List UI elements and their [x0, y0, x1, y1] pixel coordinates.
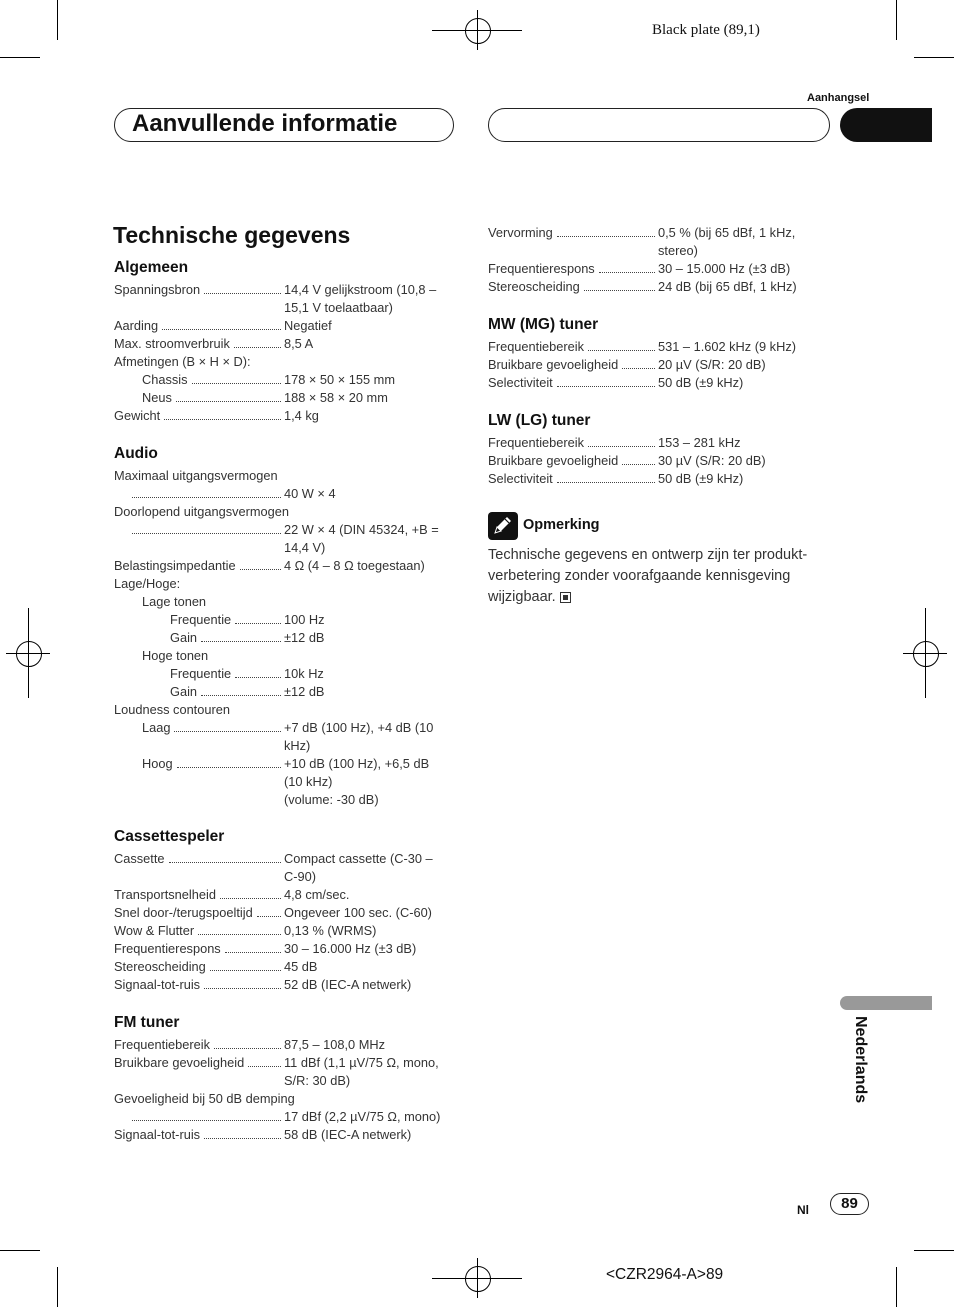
section-heading: Algemeen — [114, 259, 189, 276]
spec-row — [114, 665, 459, 683]
spec-label: Wow & Flutter — [114, 923, 195, 938]
spec-row — [114, 467, 459, 485]
spec-row — [488, 278, 833, 296]
spec-value: 4,8 cm/sec. — [284, 887, 350, 902]
section-tab — [840, 108, 932, 142]
language-code: Nl — [797, 1203, 809, 1217]
spec-row — [114, 539, 459, 557]
spec-value: 8,5 A — [284, 336, 314, 351]
spec-label: Hoge tonen — [142, 648, 209, 663]
spec-row — [114, 629, 459, 647]
spec-value: +10 dB (100 Hz), +6,5 dB — [284, 756, 430, 771]
leader-dots — [214, 1048, 281, 1049]
spec-row — [114, 755, 459, 773]
leader-dots — [557, 386, 655, 387]
spec-row — [114, 299, 459, 317]
spec-label: Vervorming — [488, 225, 553, 240]
header-title: Aanvullende informatie — [114, 108, 454, 142]
leader-dots — [584, 290, 655, 291]
spec-row — [114, 719, 459, 737]
spec-row — [114, 940, 459, 958]
spec-label: Max. stroomverbruik — [114, 336, 230, 351]
spec-row — [114, 958, 459, 976]
section-heading: LW (LG) tuner — [488, 412, 591, 429]
spec-row — [114, 335, 459, 353]
spec-label: Selectiviteit — [488, 375, 553, 390]
spec-value: +7 dB (100 Hz), +4 dB (10 — [284, 720, 434, 735]
spec-label: Maximaal uitgangsvermogen — [114, 468, 278, 483]
spec-value: 0,13 % (WRMS) — [284, 923, 377, 938]
spec-row — [114, 1090, 459, 1108]
section-heading: FM tuner — [114, 1014, 180, 1031]
spec-row — [114, 1108, 459, 1126]
leader-dots — [588, 446, 655, 447]
leader-dots — [174, 731, 281, 732]
leader-dots — [162, 329, 281, 330]
spec-value: 188 × 58 × 20 mm — [284, 390, 388, 405]
spec-label: Stereoscheiding — [114, 959, 206, 974]
note-title: Opmerking — [523, 517, 600, 533]
spec-value: 10k Hz — [284, 666, 324, 681]
spec-label: Frequentierespons — [488, 261, 595, 276]
spec-label: Frequentie — [170, 612, 232, 627]
spec-label: Doorlopend uitgangsvermogen — [114, 504, 290, 519]
spec-row — [488, 434, 833, 452]
spec-value: 100 Hz — [284, 612, 325, 627]
leader-dots — [588, 350, 655, 351]
leader-dots — [622, 368, 655, 369]
header-empty-pill — [488, 108, 830, 142]
leader-dots — [192, 383, 281, 384]
spec-value: S/R: 30 dB) — [284, 1073, 351, 1088]
spec-row — [488, 224, 833, 242]
spec-value: 30 – 16.000 Hz (±3 dB) — [284, 941, 417, 956]
spec-value: 1,4 kg — [284, 408, 319, 423]
spec-label: Cassette — [114, 851, 165, 866]
leader-dots — [177, 767, 281, 768]
spec-value: 30 µV (S/R: 20 dB) — [658, 453, 766, 468]
spec-row — [114, 575, 459, 593]
spec-label: Gevoeligheid bij 50 dB demping — [114, 1091, 295, 1106]
spec-value: 30 – 15.000 Hz (±3 dB) — [658, 261, 791, 276]
note-pencil-icon — [488, 512, 518, 540]
spec-row — [488, 470, 833, 488]
spec-label: Afmetingen (B × H × D): — [114, 354, 251, 369]
spec-row — [488, 338, 833, 356]
spec-row — [114, 647, 459, 665]
spec-label: Transportsnelheid — [114, 887, 216, 902]
spec-label: Belastingsimpedantie — [114, 558, 236, 573]
spec-value: 14,4 V gelijkstroom (10,8 – — [284, 282, 437, 297]
page-number: 89 — [830, 1193, 869, 1215]
spec-row — [114, 922, 459, 940]
spec-value: ±12 dB — [284, 630, 325, 645]
spec-value: 24 dB (bij 65 dBf, 1 kHz) — [658, 279, 797, 294]
section-heading: Cassettespeler — [114, 828, 225, 845]
spec-row — [114, 976, 459, 994]
spec-value: kHz) — [284, 738, 311, 753]
end-mark-icon — [560, 592, 571, 603]
leader-dots — [132, 533, 281, 534]
leader-dots — [198, 934, 281, 935]
spec-value: 20 µV (S/R: 20 dB) — [658, 357, 766, 372]
leader-dots — [225, 952, 281, 953]
spec-value: 4 Ω (4 – 8 Ω toegestaan) — [284, 558, 425, 573]
leader-dots — [235, 677, 281, 678]
spec-value: 178 × 50 × 155 mm — [284, 372, 395, 387]
leader-dots — [235, 623, 281, 624]
leader-dots — [248, 1066, 281, 1067]
leader-dots — [204, 293, 281, 294]
spec-value: 50 dB (±9 kHz) — [658, 471, 744, 486]
spec-row — [114, 773, 459, 791]
spec-value: 22 W × 4 (DIN 45324, +B = — [284, 522, 439, 537]
spec-label: Frequentiebereik — [114, 1037, 211, 1052]
leader-dots — [257, 916, 281, 917]
leader-dots — [169, 862, 281, 863]
spec-row — [114, 886, 459, 904]
spec-label: Lage tonen — [142, 594, 207, 609]
leader-dots — [240, 569, 281, 570]
spec-row — [114, 791, 459, 809]
spec-label: Frequentiebereik — [488, 435, 585, 450]
spec-value: Ongeveer 100 sec. (C-60) — [284, 905, 432, 920]
plate-label: Black plate (89,1) — [652, 22, 760, 38]
spec-label: Bruikbare gevoeligheid — [488, 357, 619, 372]
leader-dots — [201, 641, 281, 642]
language-tab: Nederlands — [852, 1016, 869, 1104]
spec-row — [488, 242, 833, 260]
spec-value: Negatief — [284, 318, 332, 333]
spec-value: 45 dB — [284, 959, 318, 974]
spec-value: 14,4 V) — [284, 540, 326, 555]
spec-label: Gewicht — [114, 408, 161, 423]
spec-row — [114, 521, 459, 539]
spec-row — [114, 1072, 459, 1090]
leader-dots — [132, 1120, 281, 1121]
spec-value: Compact cassette (C-30 – — [284, 851, 433, 866]
spec-label: Stereoscheiding — [488, 279, 580, 294]
spec-row — [114, 868, 459, 886]
leader-dots — [132, 497, 281, 498]
spec-row — [114, 317, 459, 335]
spec-value: 50 dB (±9 kHz) — [658, 375, 744, 390]
spec-label: Aarding — [114, 318, 159, 333]
language-tab-bar — [840, 996, 932, 1010]
spec-row — [488, 260, 833, 278]
spec-value: 0,5 % (bij 65 dBf, 1 kHz, — [658, 225, 796, 240]
spec-label: Spanningsbron — [114, 282, 201, 297]
spec-row — [114, 389, 459, 407]
spec-value: 40 W × 4 — [284, 486, 336, 501]
spec-row — [114, 737, 459, 755]
section-heading: Audio — [114, 445, 158, 462]
spec-value: (10 kHz) — [284, 774, 333, 789]
spec-row — [114, 1126, 459, 1144]
spec-value: 15,1 V toelaatbaar) — [284, 300, 393, 315]
spec-row — [114, 611, 459, 629]
spec-row — [114, 353, 459, 371]
spec-row — [114, 683, 459, 701]
leader-dots — [204, 988, 281, 989]
spec-label: Lage/Hoge: — [114, 576, 181, 591]
leader-dots — [164, 419, 281, 420]
spec-row — [114, 485, 459, 503]
spec-value: 531 – 1.602 kHz (9 kHz) — [658, 339, 796, 354]
spec-label: Laag — [142, 720, 171, 735]
spec-row — [114, 281, 459, 299]
spec-value: 87,5 – 108,0 MHz — [284, 1037, 386, 1052]
spec-label: Signaal-tot-ruis — [114, 1127, 201, 1142]
spec-label: Frequentierespons — [114, 941, 221, 956]
spec-row — [114, 503, 459, 521]
spec-value: 52 dB (IEC-A netwerk) — [284, 977, 412, 992]
leader-dots — [622, 464, 655, 465]
spec-label: Loudness contouren — [114, 702, 230, 717]
leader-dots — [201, 695, 281, 696]
leader-dots — [210, 970, 281, 971]
leader-dots — [204, 1138, 281, 1139]
spec-value: 58 dB (IEC-A netwerk) — [284, 1127, 412, 1142]
spec-row — [114, 593, 459, 611]
spec-label: Bruikbare gevoeligheid — [114, 1055, 245, 1070]
spec-value: 11 dBf (1,1 µV/75 Ω, mono, — [284, 1055, 439, 1070]
spec-label: Bruikbare gevoeligheid — [488, 453, 619, 468]
section-heading: MW (MG) tuner — [488, 316, 599, 333]
spec-label: Gain — [170, 630, 198, 645]
spec-label: Signaal-tot-ruis — [114, 977, 201, 992]
spec-row — [114, 407, 459, 425]
section-label: Aanhangsel — [807, 92, 870, 104]
spec-label: Neus — [142, 390, 172, 405]
spec-row — [488, 356, 833, 374]
document-id: <CZR2964-A>89 — [606, 1266, 724, 1283]
leader-dots — [557, 236, 655, 237]
spec-label: Chassis — [142, 372, 188, 387]
page-title: Technische gegevens — [113, 222, 351, 248]
leader-dots — [599, 272, 655, 273]
spec-row — [488, 374, 833, 392]
spec-value: stereo) — [658, 243, 698, 258]
spec-value: (volume: -30 dB) — [284, 792, 379, 807]
spec-label: Selectiviteit — [488, 471, 553, 486]
spec-label: Gain — [170, 684, 198, 699]
spec-label: Frequentiebereik — [488, 339, 585, 354]
spec-value: ±12 dB — [284, 684, 325, 699]
spec-value: 17 dBf (2,2 µV/75 Ω, mono) — [284, 1109, 441, 1124]
spec-row — [488, 452, 833, 470]
note-text: Technische gegevens en ontwerp zijn ter produkt-verbetering zonder voorafgaande kennisgeving wijzigbaar. — [488, 547, 808, 605]
spec-row — [114, 1036, 459, 1054]
leader-dots — [234, 347, 281, 348]
spec-label: Frequentie — [170, 666, 232, 681]
spec-row — [114, 904, 459, 922]
spec-value: C-90) — [284, 869, 316, 884]
leader-dots — [557, 482, 655, 483]
spec-value: 153 – 281 kHz — [658, 435, 741, 450]
spec-row — [114, 1054, 459, 1072]
spec-row — [114, 371, 459, 389]
leader-dots — [220, 898, 281, 899]
spec-label: Snel door-/terugspoeltijd — [114, 905, 253, 920]
spec-row — [114, 850, 459, 868]
spec-label: Hoog — [142, 756, 173, 771]
leader-dots — [176, 401, 281, 402]
spec-row — [114, 557, 459, 575]
spec-row — [114, 701, 459, 719]
